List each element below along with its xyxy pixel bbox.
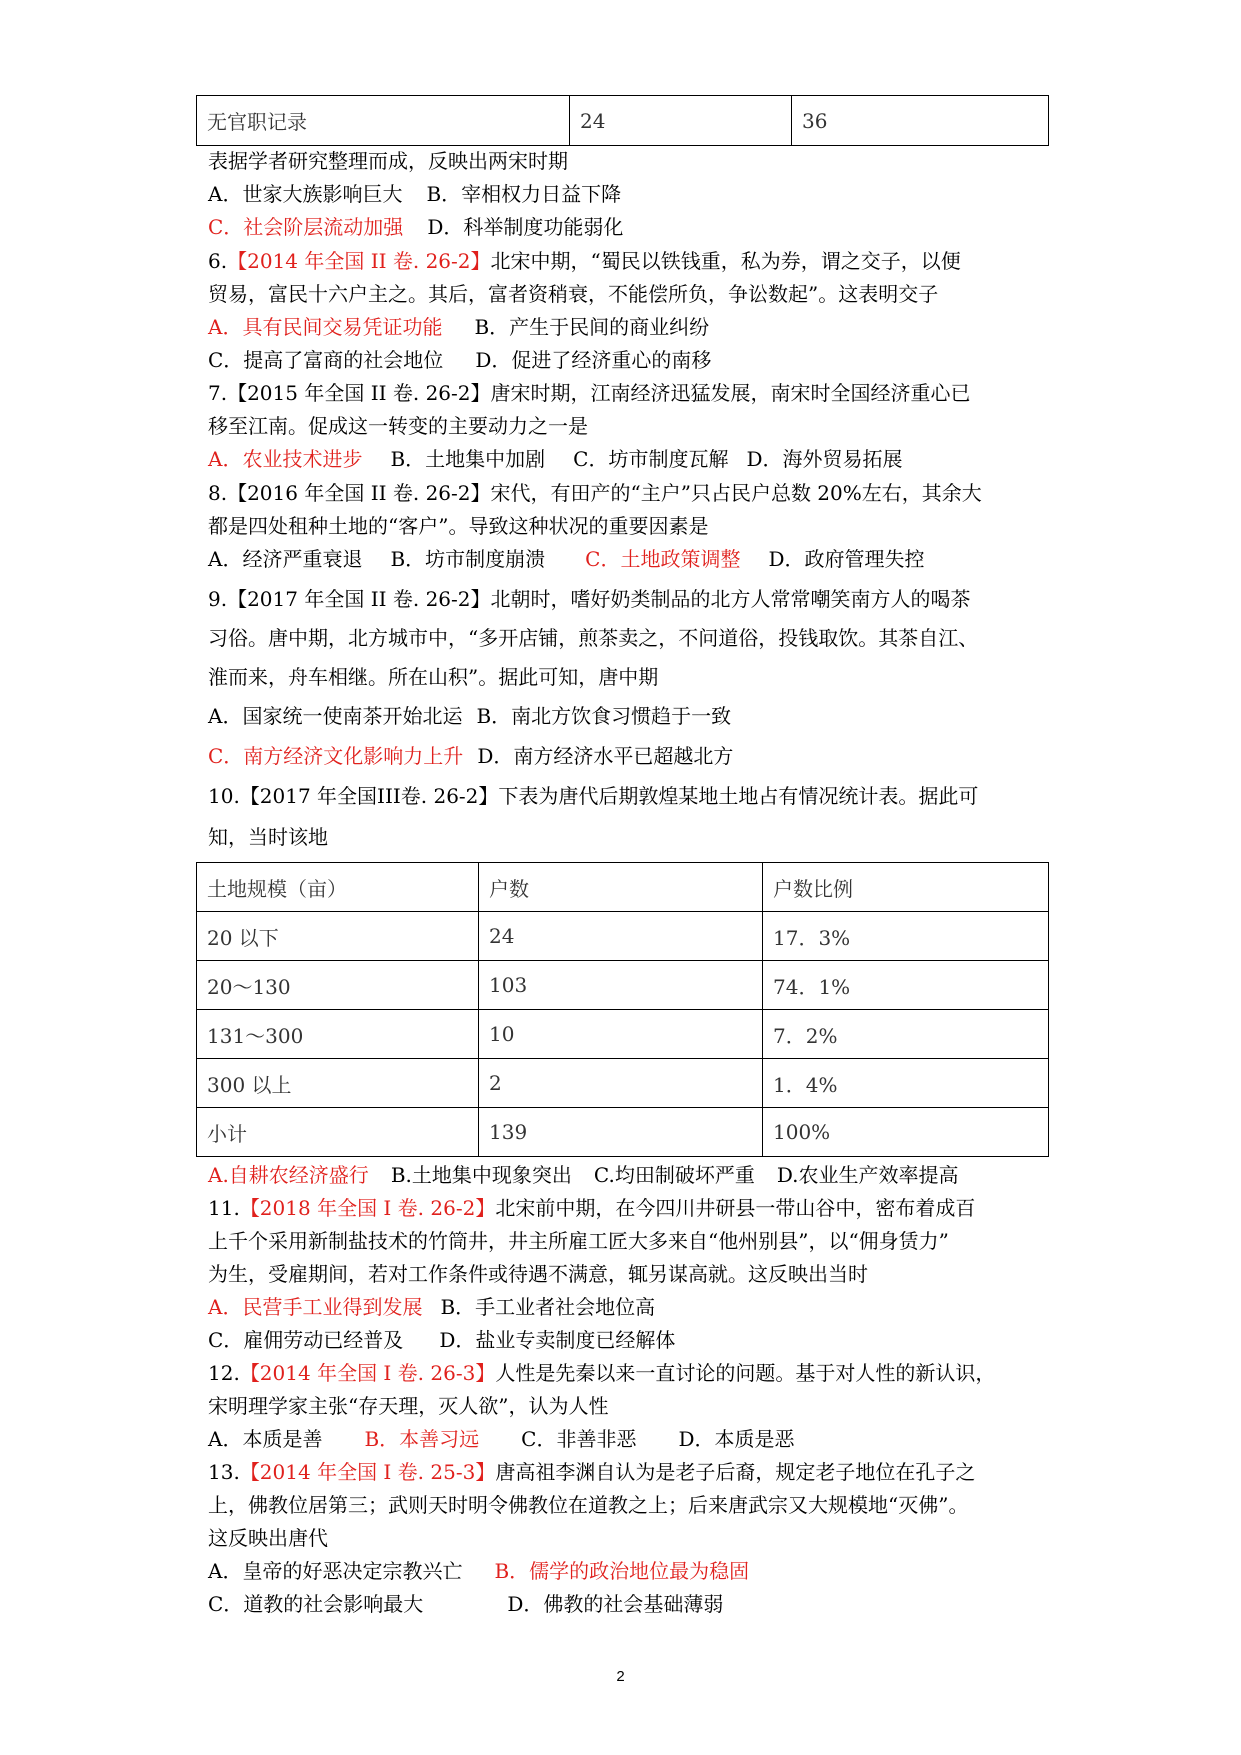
q13-options-cd	[208, 1589, 723, 1619]
q12-options	[208, 1424, 795, 1454]
q11-source-tag: 【2018 年全国 I 卷. 26-2】	[239, 1196, 496, 1220]
q8-option-a: A．经济严重衰退	[208, 547, 363, 571]
q12-option-a: A．本质是善	[208, 1427, 323, 1451]
q6-number: 6.	[208, 249, 228, 273]
q13-line-2: 上，佛教位居第三；武则天时明令佛教位在道教之上；后来唐武宗又大规模地“灭佛”。	[208, 1493, 969, 1517]
q9-line-3: 淮而来，舟车相继。所在山积”。据此可知，唐中期	[208, 665, 659, 689]
q7-option-c: C．坊市制度瓦解	[573, 447, 729, 471]
q13-number: 13.	[208, 1460, 240, 1484]
q12-option-b-answer: B．本善习远	[364, 1427, 480, 1451]
q6-options-ab	[208, 312, 709, 342]
statistics-table-fragment	[196, 95, 1049, 146]
q8-option-b: B．坊市制度崩溃	[390, 547, 546, 571]
table-cell: 103	[479, 961, 763, 1010]
table-cell: 131～300	[197, 1010, 479, 1059]
q9-option-b: B．南北方饮食习惯趋于一致	[476, 704, 732, 728]
q5-option-c-answer: C．社会阶层流动加强	[208, 215, 404, 239]
q7-option-b: B．土地集中加剧	[390, 447, 546, 471]
q7-option-d: D．海外贸易拓展	[746, 447, 903, 471]
q5-options-cd	[208, 212, 623, 242]
table-cell: 2	[479, 1059, 763, 1108]
q6-options-cd	[208, 345, 711, 375]
q10-options	[208, 1160, 959, 1190]
q8-options	[208, 544, 925, 574]
table-cell: 无官职记录	[197, 96, 570, 146]
q9-options-cd	[208, 741, 733, 771]
q6-option-a-answer: A．具有民间交易凭证功能	[208, 315, 443, 339]
q12-source-tag: 【2014 年全国 I 卷. 26-3】	[239, 1361, 496, 1385]
q8-text: 宋代，有田产的“主户”只占民户总数 20%左右，其余大	[490, 481, 982, 505]
q6-text: 北宋中期，“蜀民以铁钱重，私为券，谓之交子，以便	[490, 249, 961, 273]
q13-option-c: C．道教的社会影响最大	[208, 1592, 424, 1616]
q8-option-c-answer: C．土地政策调整	[585, 547, 741, 571]
table-row	[197, 1108, 1049, 1157]
table-cell: 24	[479, 912, 763, 961]
q11-option-d: D．盐业专卖制度已经解体	[439, 1328, 676, 1352]
q8-heading: 8.【2016 年全国 II 卷. 26-2】	[208, 481, 491, 505]
q7-options	[208, 444, 903, 474]
q10-text: 下表为唐代后期敦煌某地土地占有情况统计表。据此可	[498, 784, 979, 808]
q11-options-cd	[208, 1325, 675, 1355]
q7-line-2: 移至江南。促成这一转变的主要动力之一是	[208, 414, 588, 438]
q10-heading: 10.【2017 年全国III卷. 26-2】	[208, 784, 499, 808]
q11-line-2: 上千个采用新制盐技术的竹筒井，井主所雇工匠大多来自“他州别县”，以“佣身赁力”	[208, 1229, 949, 1253]
q11-text: 北宋前中期，在今四川井研县一带山谷中，密布着成百	[495, 1196, 976, 1220]
table-header-cell: 土地规模（亩）	[197, 863, 479, 912]
q13-line-3: 这反映出唐代	[208, 1526, 328, 1550]
table-cell: 100%	[763, 1108, 1049, 1157]
table-cell: 139	[479, 1108, 763, 1157]
table-cell: 36	[792, 96, 1049, 146]
q8-line-1	[208, 478, 982, 508]
q12-option-d: D．本质是恶	[678, 1427, 795, 1451]
table-cell: 小计	[197, 1108, 479, 1157]
table-row	[197, 1010, 1049, 1059]
table-header-cell: 户数比例	[763, 863, 1049, 912]
q6-option-c: C．提高了富商的社会地位	[208, 348, 444, 372]
q13-option-a: A．皇帝的好恶决定宗教兴亡	[208, 1559, 463, 1583]
q11-option-a-answer: A．民营手工业得到发展	[208, 1295, 423, 1319]
q9-heading: 9.【2017 年全国 II 卷. 26-2】	[208, 587, 491, 611]
q5-options-ab	[208, 179, 621, 209]
table-cell: 300 以上	[197, 1059, 479, 1108]
q11-options-ab	[208, 1292, 655, 1322]
table-row	[197, 961, 1049, 1010]
q13-line-1	[208, 1457, 975, 1487]
q10-option-d: D.农业生产效率提高	[776, 1163, 959, 1187]
q10-option-a-answer: A.自耕农经济盛行	[208, 1163, 369, 1187]
q5-option-b: B．宰相权力日益下降	[426, 182, 622, 206]
table-row	[197, 1059, 1049, 1108]
q13-text: 唐高祖李渊自认为是老子后裔，规定老子地位在孔子之	[495, 1460, 976, 1484]
q9-option-d: D．南方经济水平已超越北方	[477, 744, 734, 768]
q10-option-c: C.均田制破坏严重	[593, 1163, 755, 1187]
q11-line-3: 为生，受雇期间，若对工作条件或待遇不满意，辄另谋高就。这反映出当时	[208, 1262, 868, 1286]
q11-option-c: C．雇佣劳动已经普及	[208, 1328, 404, 1352]
table-cell: 1．4%	[763, 1059, 1049, 1108]
q6-line-1	[208, 246, 961, 276]
q10-option-b: B.土地集中现象突出	[390, 1163, 572, 1187]
q8-option-d: D．政府管理失控	[768, 547, 925, 571]
q13-option-b-answer: B．儒学的政治地位最为稳固	[494, 1559, 750, 1583]
q12-line-1	[208, 1358, 995, 1388]
q7-option-a-answer: A．农业技术进步	[208, 447, 363, 471]
q9-line-2: 习俗。唐中期，北方城市中，“多开店铺，煎茶卖之，不问道俗，投钱取饮。其茶自江、	[208, 626, 979, 650]
q11-number: 11.	[208, 1196, 240, 1220]
table-cell: 7．2%	[763, 1010, 1049, 1059]
q10-line-2: 知，当时该地	[208, 825, 328, 849]
table-header-cell: 户数	[479, 863, 763, 912]
q12-line-2: 宋明理学家主张“存天理，灭人欲”，认为人性	[208, 1394, 609, 1418]
q13-option-d: D．佛教的社会基础薄弱	[507, 1592, 724, 1616]
table-cell: 10	[479, 1010, 763, 1059]
q6-option-b: B．产生于民间的商业纠纷	[474, 315, 710, 339]
q7-heading: 7.【2015 年全国 II 卷. 26-2】	[208, 381, 491, 405]
q12-option-c: C．非善非恶	[521, 1427, 637, 1451]
q13-options-ab	[208, 1556, 749, 1586]
q6-option-d: D．促进了经济重心的南移	[475, 348, 712, 372]
q9-text: 北朝时，嗜好奶类制品的北方人常常嘲笑南方人的喝茶	[490, 587, 971, 611]
table-row	[197, 912, 1049, 961]
q11-option-b: B．手工业者社会地位高	[440, 1295, 656, 1319]
q10-line-1	[208, 781, 978, 811]
q12-text: 人性是先秦以来一直讨论的问题。基于对人性的新认识，	[495, 1361, 996, 1385]
table-cell: 74．1%	[763, 961, 1049, 1010]
q7-line-1	[208, 378, 971, 408]
q11-line-1	[208, 1193, 975, 1223]
q6-line-2: 贸易，富民十六户主之。其后，富者资稍衰，不能偿所负，争讼数起”。这表明交子	[208, 282, 939, 306]
page-number: 2	[616, 1668, 625, 1685]
q9-options-ab	[208, 701, 731, 731]
land-ownership-table	[196, 862, 1049, 1157]
q9-option-c-answer: C．南方经济文化影响力上升	[208, 744, 464, 768]
q5-stem: 表据学者研究整理而成，反映出两宋时期	[208, 149, 568, 173]
q13-source-tag: 【2014 年全国 I 卷. 25-3】	[239, 1460, 496, 1484]
q6-source-tag: 【2014 年全国 II 卷. 26-2】	[227, 249, 491, 273]
q9-line-1	[208, 584, 971, 614]
table-cell: 20 以下	[197, 912, 479, 961]
q9-option-a: A．国家统一使南茶开始北运	[208, 704, 463, 728]
q8-line-2: 都是四处租种土地的“客户”。导致这种状况的重要因素是	[208, 514, 709, 538]
table-cell: 20～130	[197, 961, 479, 1010]
table-header-row	[197, 863, 1049, 912]
q12-number: 12.	[208, 1361, 240, 1385]
q5-option-d: D．科举制度功能弱化	[427, 215, 624, 239]
q7-text: 唐宋时期，江南经济迅猛发展，南宋时全国经济重心已	[490, 381, 971, 405]
table-row	[197, 96, 1049, 146]
table-cell: 17．3%	[763, 912, 1049, 961]
q5-option-a: A．世家大族影响巨大	[208, 182, 403, 206]
table-cell: 24	[570, 96, 792, 146]
